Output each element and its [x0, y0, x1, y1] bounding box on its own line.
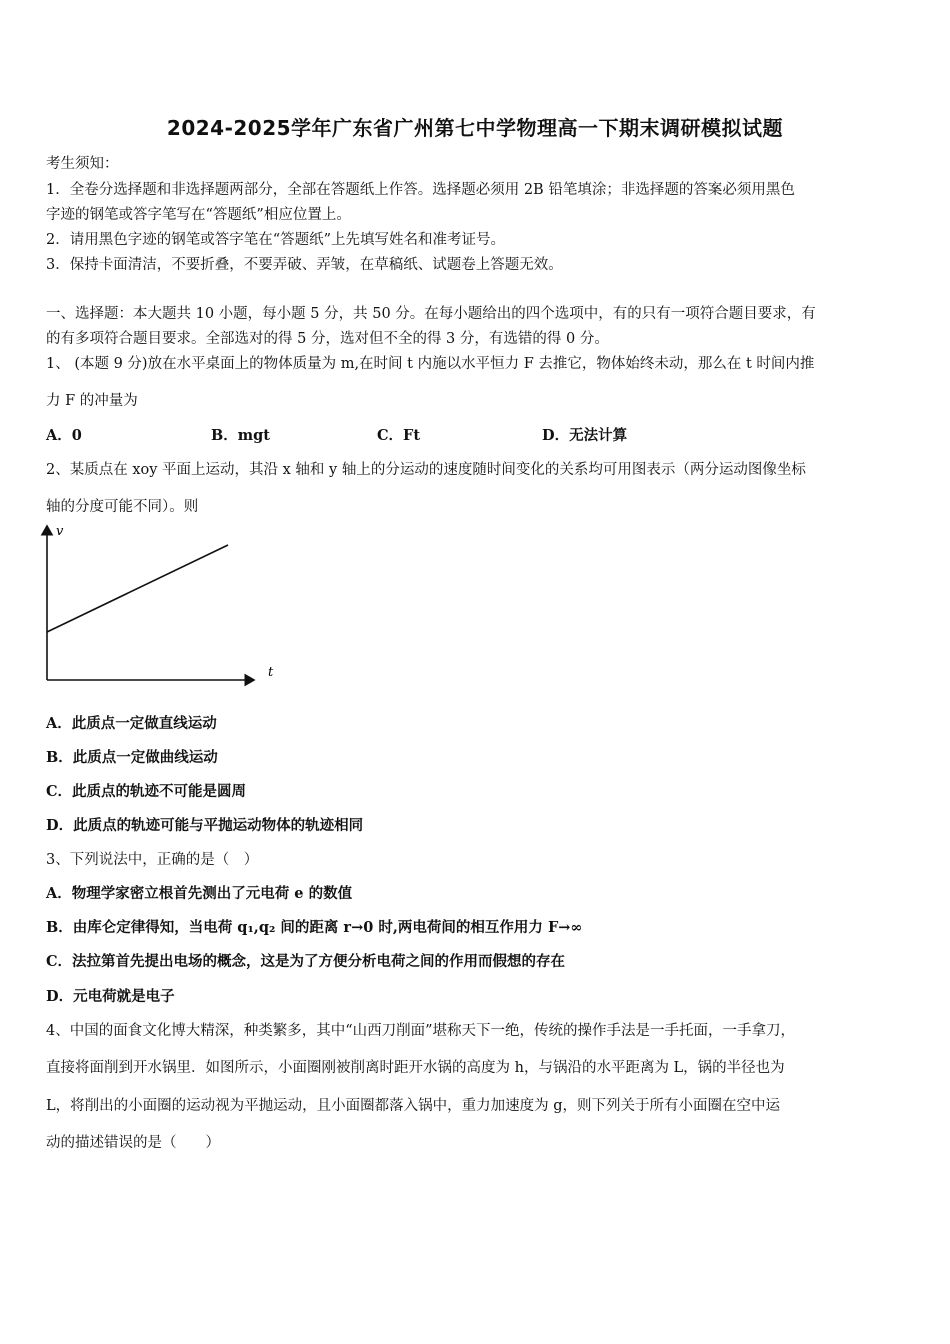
q1-option-b: B．mgt	[211, 427, 270, 444]
q1-option-d: D．无法计算	[542, 427, 628, 444]
q3-option-d: D．元电荷就是电子	[46, 988, 175, 1005]
section-intro-b: 的有多项符合题目要求。全部选对的得 5 分，选对但不全的得 3 分，有选错的得 0 分。	[46, 331, 609, 347]
q3-option-a: A．物理学家密立根首先测出了元电荷 e 的数值	[46, 885, 353, 902]
q1-stem-a: 1、 (本题 9 分)放在水平桌面上的物体质量为 m,在时间 t 内施以水平恒力 F 去推它，物体始终未动，那么在 t 时间内推	[46, 356, 815, 372]
q2-option-d: D．此质点的轨迹可能与平抛运动物体的轨迹相同	[46, 817, 364, 834]
q3-stem: 3、下列说法中，正确的是（ ）	[46, 852, 259, 868]
q2-stem-b: 轴的分度可能不同）。则	[46, 499, 199, 515]
notice-item-3: 3．保持卡面清洁，不要折叠，不要弄破、弄皱，在草稿纸、试题卷上答题无效。	[46, 257, 563, 273]
q2-option-a: A．此质点一定做直线运动	[46, 715, 217, 732]
q2-stem-a: 2、某质点在 xoy 平面上运动，其沿 x 轴和 y 轴上的分运动的速度随时间变化的关系均可用图表示（两分运动图像坐标	[46, 462, 806, 478]
notice-item-2: 2．请用黑色字迹的钢笔或答字笔在“答题纸”上先填写姓名和准考证号。	[46, 232, 506, 248]
q1-option-a: A．0	[46, 427, 82, 444]
velocity-line	[47, 545, 228, 632]
x-axis-label: t	[268, 665, 274, 680]
q4-stem-c: L，将削出的小面圈的运动视为平抛运动，且小面圈都落入锅中，重力加速度为 g，则下列关于所有小面圈在空中运	[46, 1098, 781, 1114]
q3-option-b: B．由库仑定律得知，当电荷 q₁,q₂ 间的距离 r→0 时,两电荷间的相互作用力 F→∞	[46, 919, 583, 936]
q4-stem-b: 直接将面削到开水锅里．如图所示，小面圈刚被削离时距开水锅的高度为 h，与锅沿的水平距离为 L，锅的半径也为	[46, 1060, 785, 1076]
q1-stem-b: 力 F 的冲量为	[46, 393, 138, 409]
notice-item-1b: 字迹的钢笔或答字笔写在“答题纸”相应位置上。	[46, 207, 351, 223]
q2-option-c: C．此质点的轨迹不可能是圆周	[46, 783, 247, 800]
q2-option-b: B．此质点一定做曲线运动	[46, 749, 218, 766]
notice-heading: 考生须知：	[46, 156, 119, 172]
velocity-time-graph	[40, 520, 290, 690]
q4-stem-a: 4、中国的面食文化博大精深，种类繁多，其中“山西刀削面”堪称天下一绝，传统的操作手法是一手托面，一手拿刀，	[46, 1023, 796, 1039]
notice-item-1a: 1．全卷分选择题和非选择题两部分，全部在答题纸上作答。选择题必须用 2B 铅笔填涂；非选择题的答案必须用黑色	[46, 182, 795, 198]
q1-option-c: C．Ft	[377, 427, 421, 444]
q3-option-c: C．法拉第首先提出电场的概念，这是为了方便分析电荷之间的作用而假想的存在	[46, 953, 566, 970]
section-intro-a: 一、选择题：本大题共 10 小题，每小题 5 分，共 50 分。在每小题给出的四个选项中，有的只有一项符合题目要求，有	[46, 306, 816, 322]
y-axis-label: v	[56, 524, 64, 539]
page-title: 2024-2025学年广东省广州第七中学物理高一下期末调研模拟试题	[166, 116, 784, 140]
q4-stem-d: 动的描述错误的是（ ）	[46, 1135, 220, 1151]
